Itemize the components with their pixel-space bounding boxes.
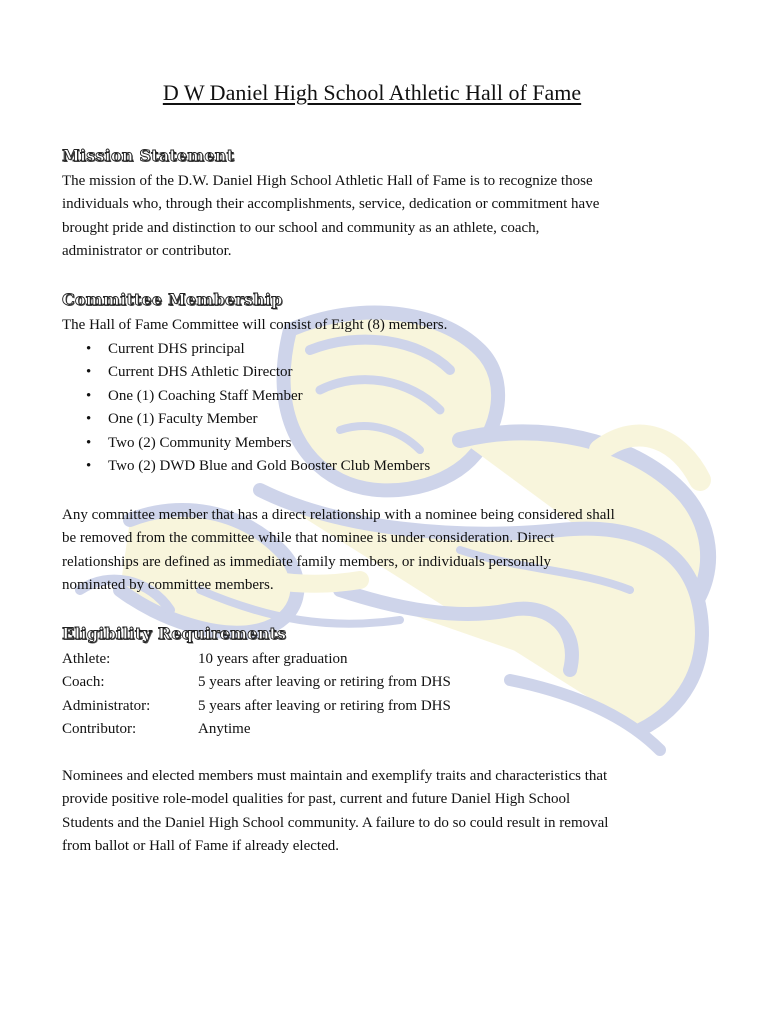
page-title: D W Daniel High School Athletic Hall of Fame	[162, 80, 582, 105]
relationship-paragraph	[62, 504, 712, 598]
eligibility-role: Athlete:	[62, 651, 111, 667]
eligibility-requirement: Anytime	[198, 721, 251, 738]
table-row	[62, 671, 451, 694]
conduct-line: Nominees and elected members must maintain and exemplify traits and characteristics that	[62, 768, 608, 784]
eligibility-role: Coach:	[62, 674, 105, 691]
relationship-line: be removed from the committee while that nominee is under consideration. Direct	[62, 530, 555, 547]
list-item: • Two (2) DWD Blue and Gold Booster Club Members	[62, 455, 430, 478]
table-row	[62, 695, 451, 718]
mission-line: administrator or contributor.	[62, 243, 232, 260]
mission-heading: Mission Statement	[62, 146, 235, 165]
list-item: • Current DHS principal	[62, 338, 430, 361]
eligibility-requirement: 5 years after leaving or retiring from DHS	[198, 697, 451, 714]
table-row	[62, 648, 451, 671]
conduct-paragraph	[62, 765, 712, 859]
committee-intro: The Hall of Fame Committee will consist of Eight (8) members.	[62, 317, 448, 333]
eligibility-table	[62, 648, 451, 742]
eligibility-role: Administrator:	[62, 697, 151, 714]
eligibility-heading: Eligibility Requirements	[62, 624, 287, 643]
eligibility-requirement: 10 years after graduation	[198, 651, 348, 667]
relationship-line: relationships are defined as immediate family members, or individuals personally	[62, 553, 552, 570]
list-item: • One (1) Coaching Staff Member	[62, 385, 430, 408]
relationship-line: nominated by committee members.	[62, 577, 274, 594]
conduct-line: Students and the Daniel High School community. A failure to do so could result in removal	[62, 814, 609, 831]
list-item: • Current DHS Athletic Director	[62, 361, 430, 384]
mission-line: individuals who, through their accomplishments, service, dedication or commitment have	[62, 196, 600, 213]
committee-member-list	[62, 338, 430, 478]
mission-paragraph	[62, 170, 712, 264]
eligibility-role: Contributor:	[62, 721, 137, 738]
list-item: • Two (2) Community Members	[62, 432, 430, 455]
committee-heading: Committee Membership	[62, 290, 283, 309]
mission-line: brought pride and distinction to our school and community as an athlete, coach,	[62, 219, 540, 236]
mission-line: The mission of the D.W. Daniel High School Athletic Hall of Fame is to recognize those	[62, 173, 593, 189]
list-item: • One (1) Faculty Member	[62, 408, 430, 431]
relationship-line: Any committee member that has a direct relationship with a nominee being considered shall	[62, 507, 615, 523]
conduct-line: from ballot or Hall of Fame if already elected.	[62, 838, 339, 855]
conduct-line: provide positive role-model qualities for past, current and future Daniel High School	[62, 791, 571, 808]
eligibility-requirement: 5 years after leaving or retiring from DHS	[198, 674, 451, 691]
table-row	[62, 718, 451, 741]
